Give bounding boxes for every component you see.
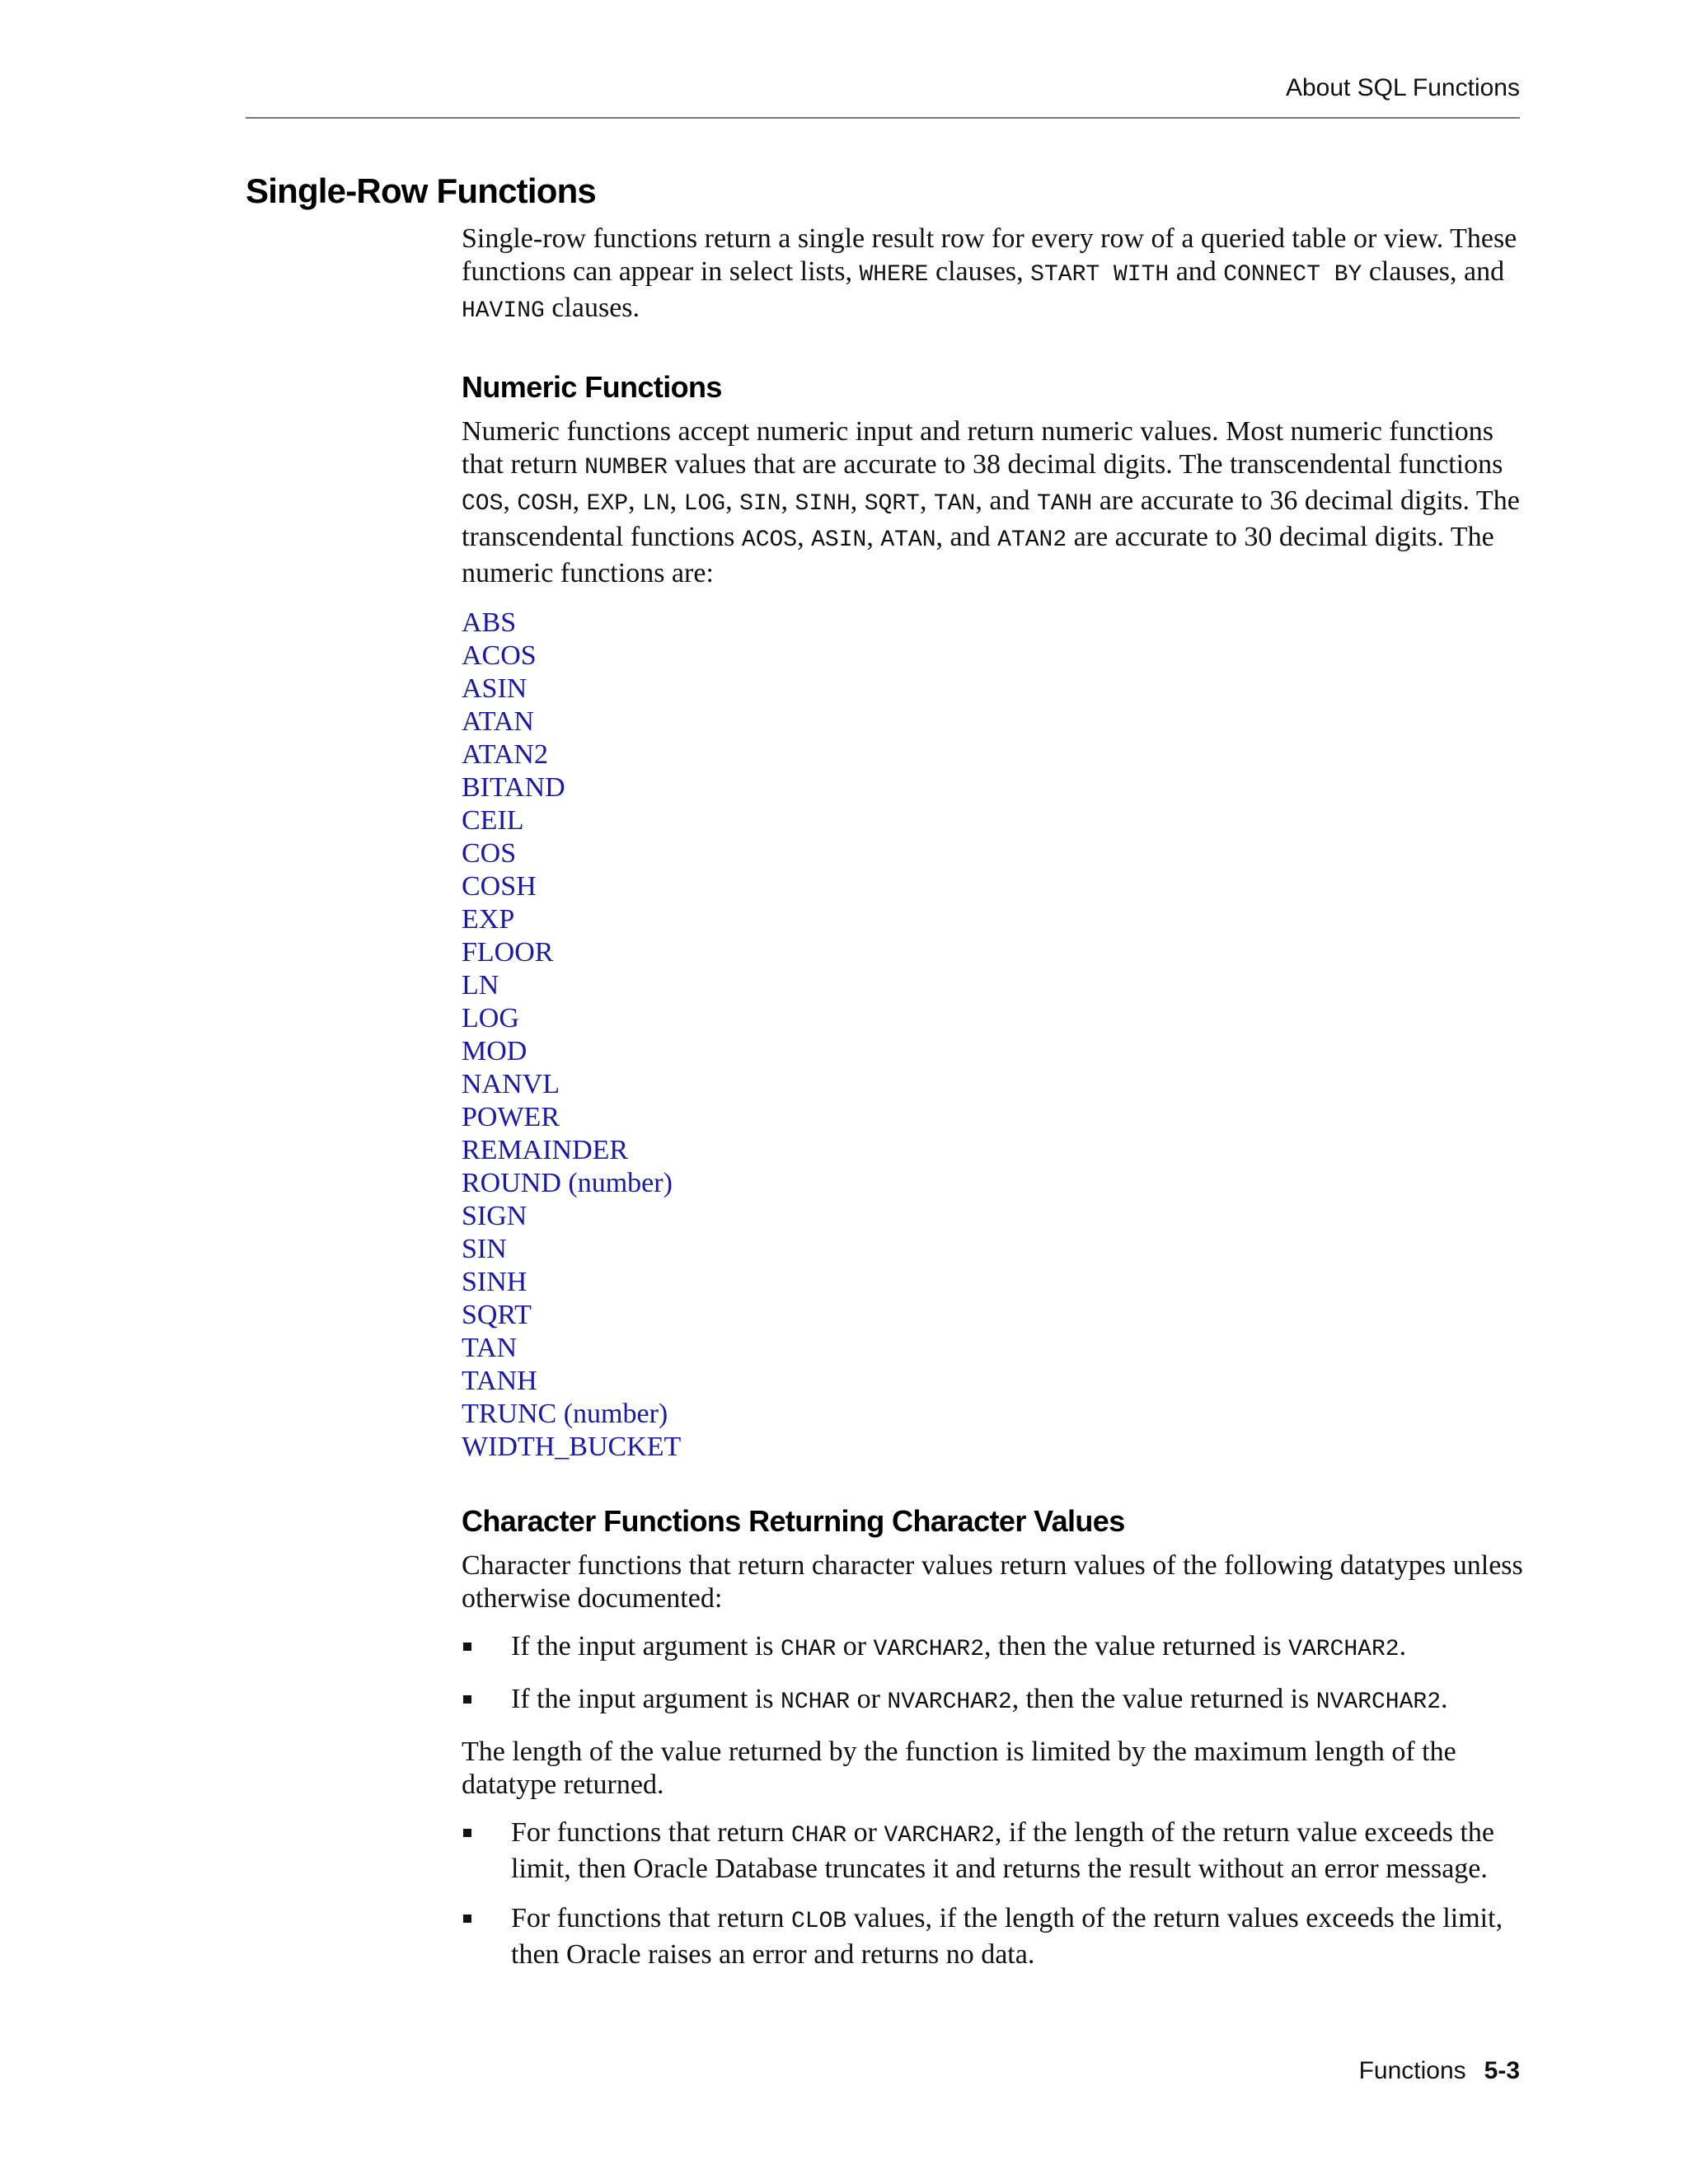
list-item xyxy=(462,1035,1525,1068)
list-item: If the input argument is NCHAR or NVARCHAR2, then the value returned is NVARCHAR2. xyxy=(462,1683,1525,1719)
square-bullet-icon xyxy=(463,1695,471,1704)
list-item: For functions that return CLOB values, if the length of the return values exceeds the limit, then Oracle raises an error and returns no data. xyxy=(462,1902,1525,1971)
list-item xyxy=(462,804,1525,837)
character-functions-heading: Character Functions Returning Character Values xyxy=(462,1504,1125,1538)
main-content xyxy=(462,223,1525,1988)
list-item xyxy=(462,1365,1525,1398)
numeric-functions-list xyxy=(462,607,1525,1464)
length-bullets xyxy=(462,1816,1525,1971)
list-item xyxy=(462,1266,1525,1299)
function-link[interactable]: REMAINDER xyxy=(462,1135,629,1165)
list-item xyxy=(462,1134,1525,1167)
function-link[interactable]: ACOS xyxy=(462,640,537,671)
function-link[interactable]: ABS xyxy=(462,607,517,638)
square-bullet-icon xyxy=(463,1643,471,1651)
list-item xyxy=(462,903,1525,936)
numeric-paragraph: Numeric functions accept numeric input and return numeric values. Most numeric functions that return NUMBER values that are accurate to 38 decimal digits. The transcendental functions COS, COSH, EXP, LN, LOG, SIN, SINH, SQRT, TAN, and TANH are accurate to 36 decimal digits. The transcendental functions ACOS, ASIN, ATAN, and ATAN2 are accurate to 30 decimal digits. The numeric functions are: xyxy=(462,416,1520,588)
page-number: 5-3 xyxy=(1484,2057,1520,2084)
function-link[interactable]: LN xyxy=(462,970,499,1001)
function-link[interactable]: EXP xyxy=(462,904,515,935)
function-link[interactable]: SIGN xyxy=(462,1201,528,1231)
function-link[interactable]: ATAN xyxy=(462,706,534,737)
code-connect-by: CONNECT BY xyxy=(1223,262,1362,288)
numeric-functions-heading: Numeric Functions xyxy=(462,370,722,404)
code-having: HAVING xyxy=(462,298,545,324)
function-link[interactable]: TRUNC (number) xyxy=(462,1399,668,1429)
function-link[interactable]: TANH xyxy=(462,1366,537,1396)
function-link[interactable]: FLOOR xyxy=(462,937,554,968)
list-item xyxy=(462,936,1525,969)
list-item xyxy=(462,1332,1525,1365)
list-item: If the input argument is CHAR or VARCHAR2, then the value returned is VARCHAR2. xyxy=(462,1630,1525,1666)
square-bullet-icon xyxy=(463,1829,471,1837)
square-bullet-icon xyxy=(463,1915,471,1923)
list-item xyxy=(462,1431,1525,1464)
function-link[interactable]: ROUND (number) xyxy=(462,1168,673,1198)
list-item xyxy=(462,1398,1525,1431)
function-link[interactable]: ATAN2 xyxy=(462,739,548,770)
function-link[interactable]: POWER xyxy=(462,1102,560,1132)
footer-chapter-label: Functions xyxy=(1358,2057,1466,2084)
list-item: For functions that return CHAR or VARCHAR2, if the length of the return value exceeds the limit, then Oracle Database truncates it and returns the result without an error message. xyxy=(462,1816,1525,1886)
list-item xyxy=(462,1101,1525,1134)
running-header-title: About SQL Functions xyxy=(1285,74,1520,101)
function-link[interactable]: SIN xyxy=(462,1234,507,1264)
list-item xyxy=(462,738,1525,771)
character-intro-paragraph: Character functions that return character values return values of the following datatypes unless otherwise documented: xyxy=(462,1550,1523,1614)
function-link[interactable]: ASIN xyxy=(462,673,528,704)
section-title: Single-Row Functions xyxy=(246,171,596,210)
list-item xyxy=(462,673,1525,705)
list-item xyxy=(462,1233,1525,1266)
function-link[interactable]: SINH xyxy=(462,1267,528,1297)
intro-paragraph: Single-row functions return a single result row for every row of a queried table or view. These functions can appear in select lists, WHERE clauses, START WITH and CONNECT BY clauses, and HAVING clauses. xyxy=(462,223,1517,324)
list-item xyxy=(462,837,1525,870)
list-item xyxy=(462,870,1525,903)
list-item xyxy=(462,771,1525,804)
datatype-bullets xyxy=(462,1630,1525,1719)
list-item xyxy=(462,969,1525,1002)
page-header xyxy=(246,0,1520,119)
function-link[interactable]: LOG xyxy=(462,1003,519,1033)
code-start-with: START WITH xyxy=(1030,262,1170,288)
function-link[interactable]: TAN xyxy=(462,1333,518,1363)
list-item xyxy=(462,607,1525,640)
length-paragraph: The length of the value returned by the function is limited by the maximum length of the datatype returned. xyxy=(462,1736,1456,1800)
list-item xyxy=(462,1299,1525,1332)
list-item xyxy=(462,705,1525,738)
code-where: WHERE xyxy=(859,262,929,288)
function-link[interactable]: COSH xyxy=(462,871,537,902)
function-link[interactable]: SQRT xyxy=(462,1300,532,1330)
function-link[interactable]: CEIL xyxy=(462,805,524,836)
list-item xyxy=(462,640,1525,673)
page-footer xyxy=(1359,2057,1520,2085)
function-link[interactable]: NANVL xyxy=(462,1069,560,1099)
function-link[interactable]: BITAND xyxy=(462,772,565,803)
function-link[interactable]: WIDTH_BUCKET xyxy=(462,1432,682,1462)
function-link[interactable]: MOD xyxy=(462,1036,528,1066)
list-item xyxy=(462,1200,1525,1233)
list-item xyxy=(462,1002,1525,1035)
list-item xyxy=(462,1068,1525,1101)
function-link[interactable]: COS xyxy=(462,838,517,869)
list-item xyxy=(462,1167,1525,1200)
